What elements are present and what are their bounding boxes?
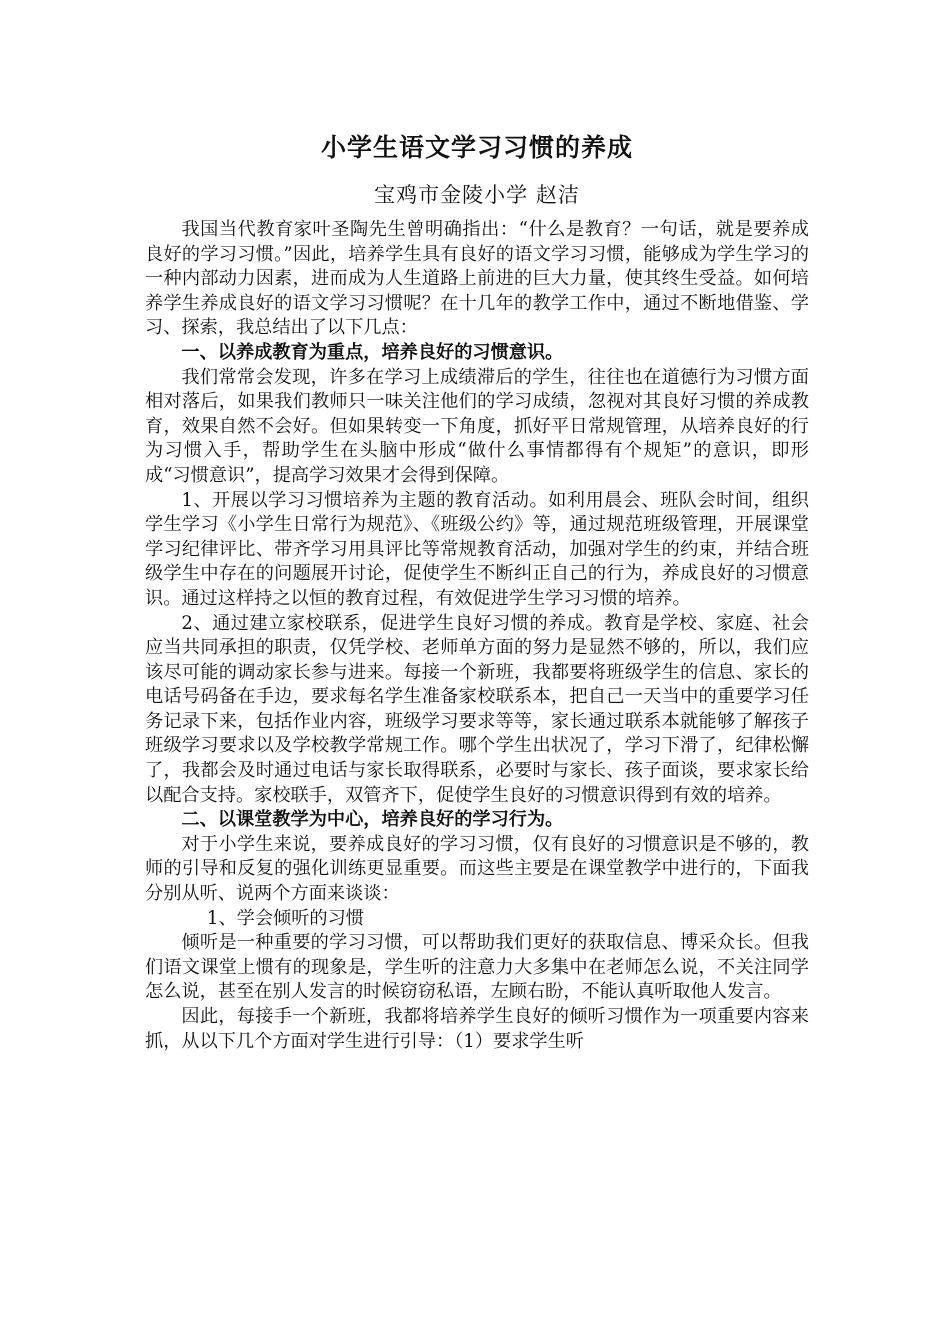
paragraph-intro: 我国当代教育家叶圣陶先生曾明确指出：“什么是教育？一句话，就是要养成良好的学习习惯。”因此，培养学生具有良好的语文学习习惯，能够成为学生学习的一种内部动力因素，进而成为人生道路上前进的巨大力量，使其终生受益。如何培养学生养成良好的语文学习习惯呢？在十几年的教学工作中，通过不断地借鉴、学习、探索，我总结出了以下几点： bbox=[145, 219, 809, 339]
section-heading-1: 一、以养成教育为重点，培养良好的习惯意识。 bbox=[181, 341, 564, 363]
paragraph-section1-body: 我们常常会发现，许多在学习上成绩滞后的学生，往往也在道德行为习惯方面相对落后，如果我们教师只一味关注他们的学习成绩，忽视对其良好习惯的养成教育，效果自然不会好。但如果转变一下角度，抓好平日常规管理，从培养良好的行为习惯入手，帮助学生在头脑中形成“做什么事情都得有个规矩”的意识，即形成“习惯意识”，提高学习效果才会得到保障。 bbox=[145, 366, 809, 486]
document-title: 小学生语文学习习惯的养成 bbox=[320, 133, 633, 162]
document-author: 宝鸡市金陵小学 赵洁 bbox=[374, 183, 580, 207]
paragraph-item-2: 2、通过建立家校联系，促进学生良好习惯的养成。教育是学校、家庭、社会应当共同承担的职责，仅凭学校、老师单方面的努力是显然不够的，所以，我们应该尽可能的调动家长参与进来。每接一个新班，我都要将班级学生的信息、家长的电话号码备在手边，要求每名学生准备家校联系本，把自己一天当中的重要学习任务记录下来，包括作业内容，班级学习要求等等，家长通过联系本就能够了解孩子班级学习要求以及学校教学常规工作。哪个学生出状况了，学习下滑了，纪律松懈了，我都会及时通过电话与家长取得联系，必要时与家长、孩子面谈，要求家长给以配合支持。家校联手，双管齐下，促使学生良好的习惯意识得到有效的培养。 bbox=[145, 612, 809, 806]
paragraph-listening: 倾听是一种重要的学习习惯，可以帮助我们更好的获取信息、博采众长。但我们语文课堂上惯有的现象是，学生听的注意力大多集中在老师怎么说，不关注同学怎么说，甚至在别人发言的时候窃窃私语，左顾右盼，不能认真听取他人发言。 bbox=[145, 932, 809, 1003]
section-heading-2: 二、以课堂教学为中心，培养良好的学习行为。 bbox=[181, 809, 564, 831]
paragraph-listening-method: 因此，每接手一个新班，我都将培养学生良好的倾听习惯作为一项重要内容来抓，从以下几个方面对学生进行引导：（1）要求学生听 bbox=[145, 1006, 809, 1052]
subheading-listening: 1、学会倾听的习惯 bbox=[206, 907, 364, 929]
paragraph-section2-body: 对于小学生来说，要养成良好的学习习惯，仅有良好的习惯意识是不够的，教师的引导和反复的强化训练更显重要。而这些主要是在课堂教学中进行的，下面我分别从听、说两个方面来谈谈： bbox=[145, 833, 809, 905]
document-page bbox=[145, 128, 809, 1054]
paragraph-item-1: 1、开展以学习习惯培养为主题的教育活动。如利用晨会、班队会时间，组织学生学习《小学生日常行为规范》、《班级公约》等，通过规范班级管理，开展课堂学习纪律评比、带齐学习用具评比等常规教育活动，加强对学生的约束，并结合班级学生中存在的问题展开讨论，促使学生不断纠正自己的行为，养成良好的习惯意识。通过这样持之以恒的教育过程，有效促进学生学习习惯的培养。 bbox=[145, 489, 809, 609]
